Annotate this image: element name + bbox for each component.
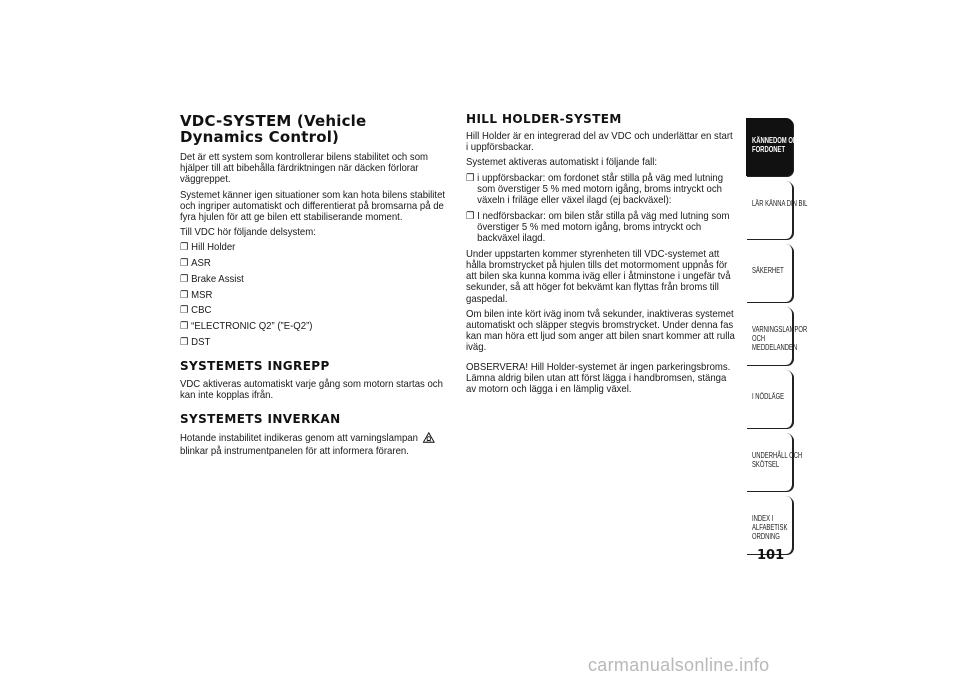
uphill-condition: i uppförsbackar: om fordonet står stilla på väg med lutning som överstiger 5 % med motorn igång, broms intryckt och växeln i friläge eller växel ilagd (ej backväxel): [477,172,724,207]
subsystems-intro: Till VDC hör följande delsystem: [180,227,316,239]
tab-i-nodlage[interactable] [746,370,793,428]
checkbox-bullet-icon: ❐ [180,336,189,348]
inverkan-paragraph [180,432,450,457]
tab-index[interactable] [746,496,793,554]
tab-label: SÄKERHET [752,266,784,275]
checkbox-bullet-icon: ❐ [466,210,475,222]
tab-label: VARNINGSLAMPOR OCH MEDDELANDEN [752,325,808,352]
subsystem-label: Hill Holder [191,242,236,254]
subsystem-label: CBC [191,305,212,317]
page-number: 101 [757,548,785,563]
tab-varningslampor[interactable] [746,307,808,365]
downhill-condition: I nedförsbackar: om bilen står stilla på väg med lutning som överstiger 5 % med motorn igång, broms intryckt och backväxel ilagd. [477,210,730,245]
checkbox-bullet-icon: ❐ [180,289,189,301]
subsystem-label: Brake Assist [191,273,244,285]
subsystem-label: DST [191,336,211,348]
tab-label: UNDERHÅLL OCH SKÖTSEL [752,451,803,469]
hill-holder-intro: Hill Holder är en integrerad del av VDC och underlättar en start i uppförsbackar. [466,131,733,154]
systemets-inverkan-heading: SYSTEMETS INVERKAN [180,412,341,427]
startup-paragraph: Under uppstarten kommer styrenheten till VDC-systemet att hålla bromstrycket på hjulen tills det motormoment uppnås för att bilen ska kunna komma iväg eller i åtminstone i ungefär två sekunder, så att höger fot bekvämt kan flyttas från broms till gaspedal. [466,248,731,305]
observera-note: OBSERVERA! Hill Holder-systemet är ingen parkeringsbroms. Lämna aldrig bilen utan att först lägga i handbromsen, stänga av motorn och lägga i en lämplig växel. [466,361,731,396]
hill-holder-heading: HILL HOLDER-SYSTEM [466,112,622,126]
chapter-tabs [746,118,808,559]
left-column [180,113,450,462]
subsystem-label: “ELECTRONIC Q2” (”E-Q2”) [191,320,313,332]
hill-holder-activation: Systemet aktiveras automatiskt i följande fall: [466,157,658,169]
subsystem-list [180,242,450,347]
checkbox-bullet-icon: ❐ [180,320,189,332]
vdc-warning-lamp-icon [422,432,434,446]
vdc-system-heading: VDC-SYSTEM (Vehicle Dynamics Control) [180,112,367,146]
checkbox-bullet-icon: ❐ [180,242,189,254]
watermark: carmanualsonline.info [588,655,770,675]
subsystem-item [180,242,450,253]
subsystem-item [180,321,450,332]
subsystem-label: ASR [191,258,211,270]
subsystem-label: MSR [191,289,213,301]
list-item [466,211,736,245]
tab-lar-kanna-din-bil[interactable] [746,181,808,239]
systemets-ingrepp-heading: SYSTEMETS INGREPP [180,358,330,373]
vdc-description-paragraph: Systemet känner igen situationer som kan hota bilens stabilitet och ingriper automatiskt och differentierat på bromsarna på de fyra hjulen för att ge bilen ett stabiliserande moment. [180,189,446,224]
subsystem-item [180,258,450,269]
subsystem-item [180,274,450,285]
subsystem-item [180,290,450,301]
tab-kannedom-om-fordonet[interactable] [746,118,798,176]
subsystem-item [180,305,450,316]
checkbox-bullet-icon: ❐ [180,273,189,285]
tab-label: LÄR KÄNNA DIN BIL [752,199,808,208]
list-item [466,173,736,207]
ingrepp-paragraph: VDC aktiveras automatiskt varje gång som motorn startas och kan inte kopplas ifrån. [180,378,443,402]
checkbox-bullet-icon: ❐ [466,172,475,184]
deactivation-paragraph: Om bilen inte kört iväg inom två sekunder, inaktiveras systemet automatiskt och släpper stegvis bromstrycket. Under denna fas kan man höra ett ljud som anger att bilen snart kommer att rulla iväg. [466,308,735,354]
tab-label: INDEX I ALFABETISK ORDNING [752,514,788,541]
subsystem-item [180,337,450,348]
tab-label: KÄNNEDOM OM FORDONET [752,136,798,154]
vdc-intro-paragraph: Det är ett system som kontrollerar bilens stabilitet och som hjälper till att bibehålla färdriktningen när däcken förlorar väggreppet. [180,152,429,186]
middle-column [466,113,736,399]
tab-label: I NÖDLÄGE [752,392,785,401]
inverkan-text-after: blinkar på instrumentpanelen för att informera föraren. [180,446,409,458]
checkbox-bullet-icon: ❐ [180,305,189,317]
tab-sakerhet[interactable] [746,244,793,302]
inverkan-text-before: Hotande instabilitet indikeras genom att varningslampan [180,433,418,445]
checkbox-bullet-icon: ❐ [180,258,189,270]
tab-underhall-och-skotsel[interactable] [746,433,803,491]
